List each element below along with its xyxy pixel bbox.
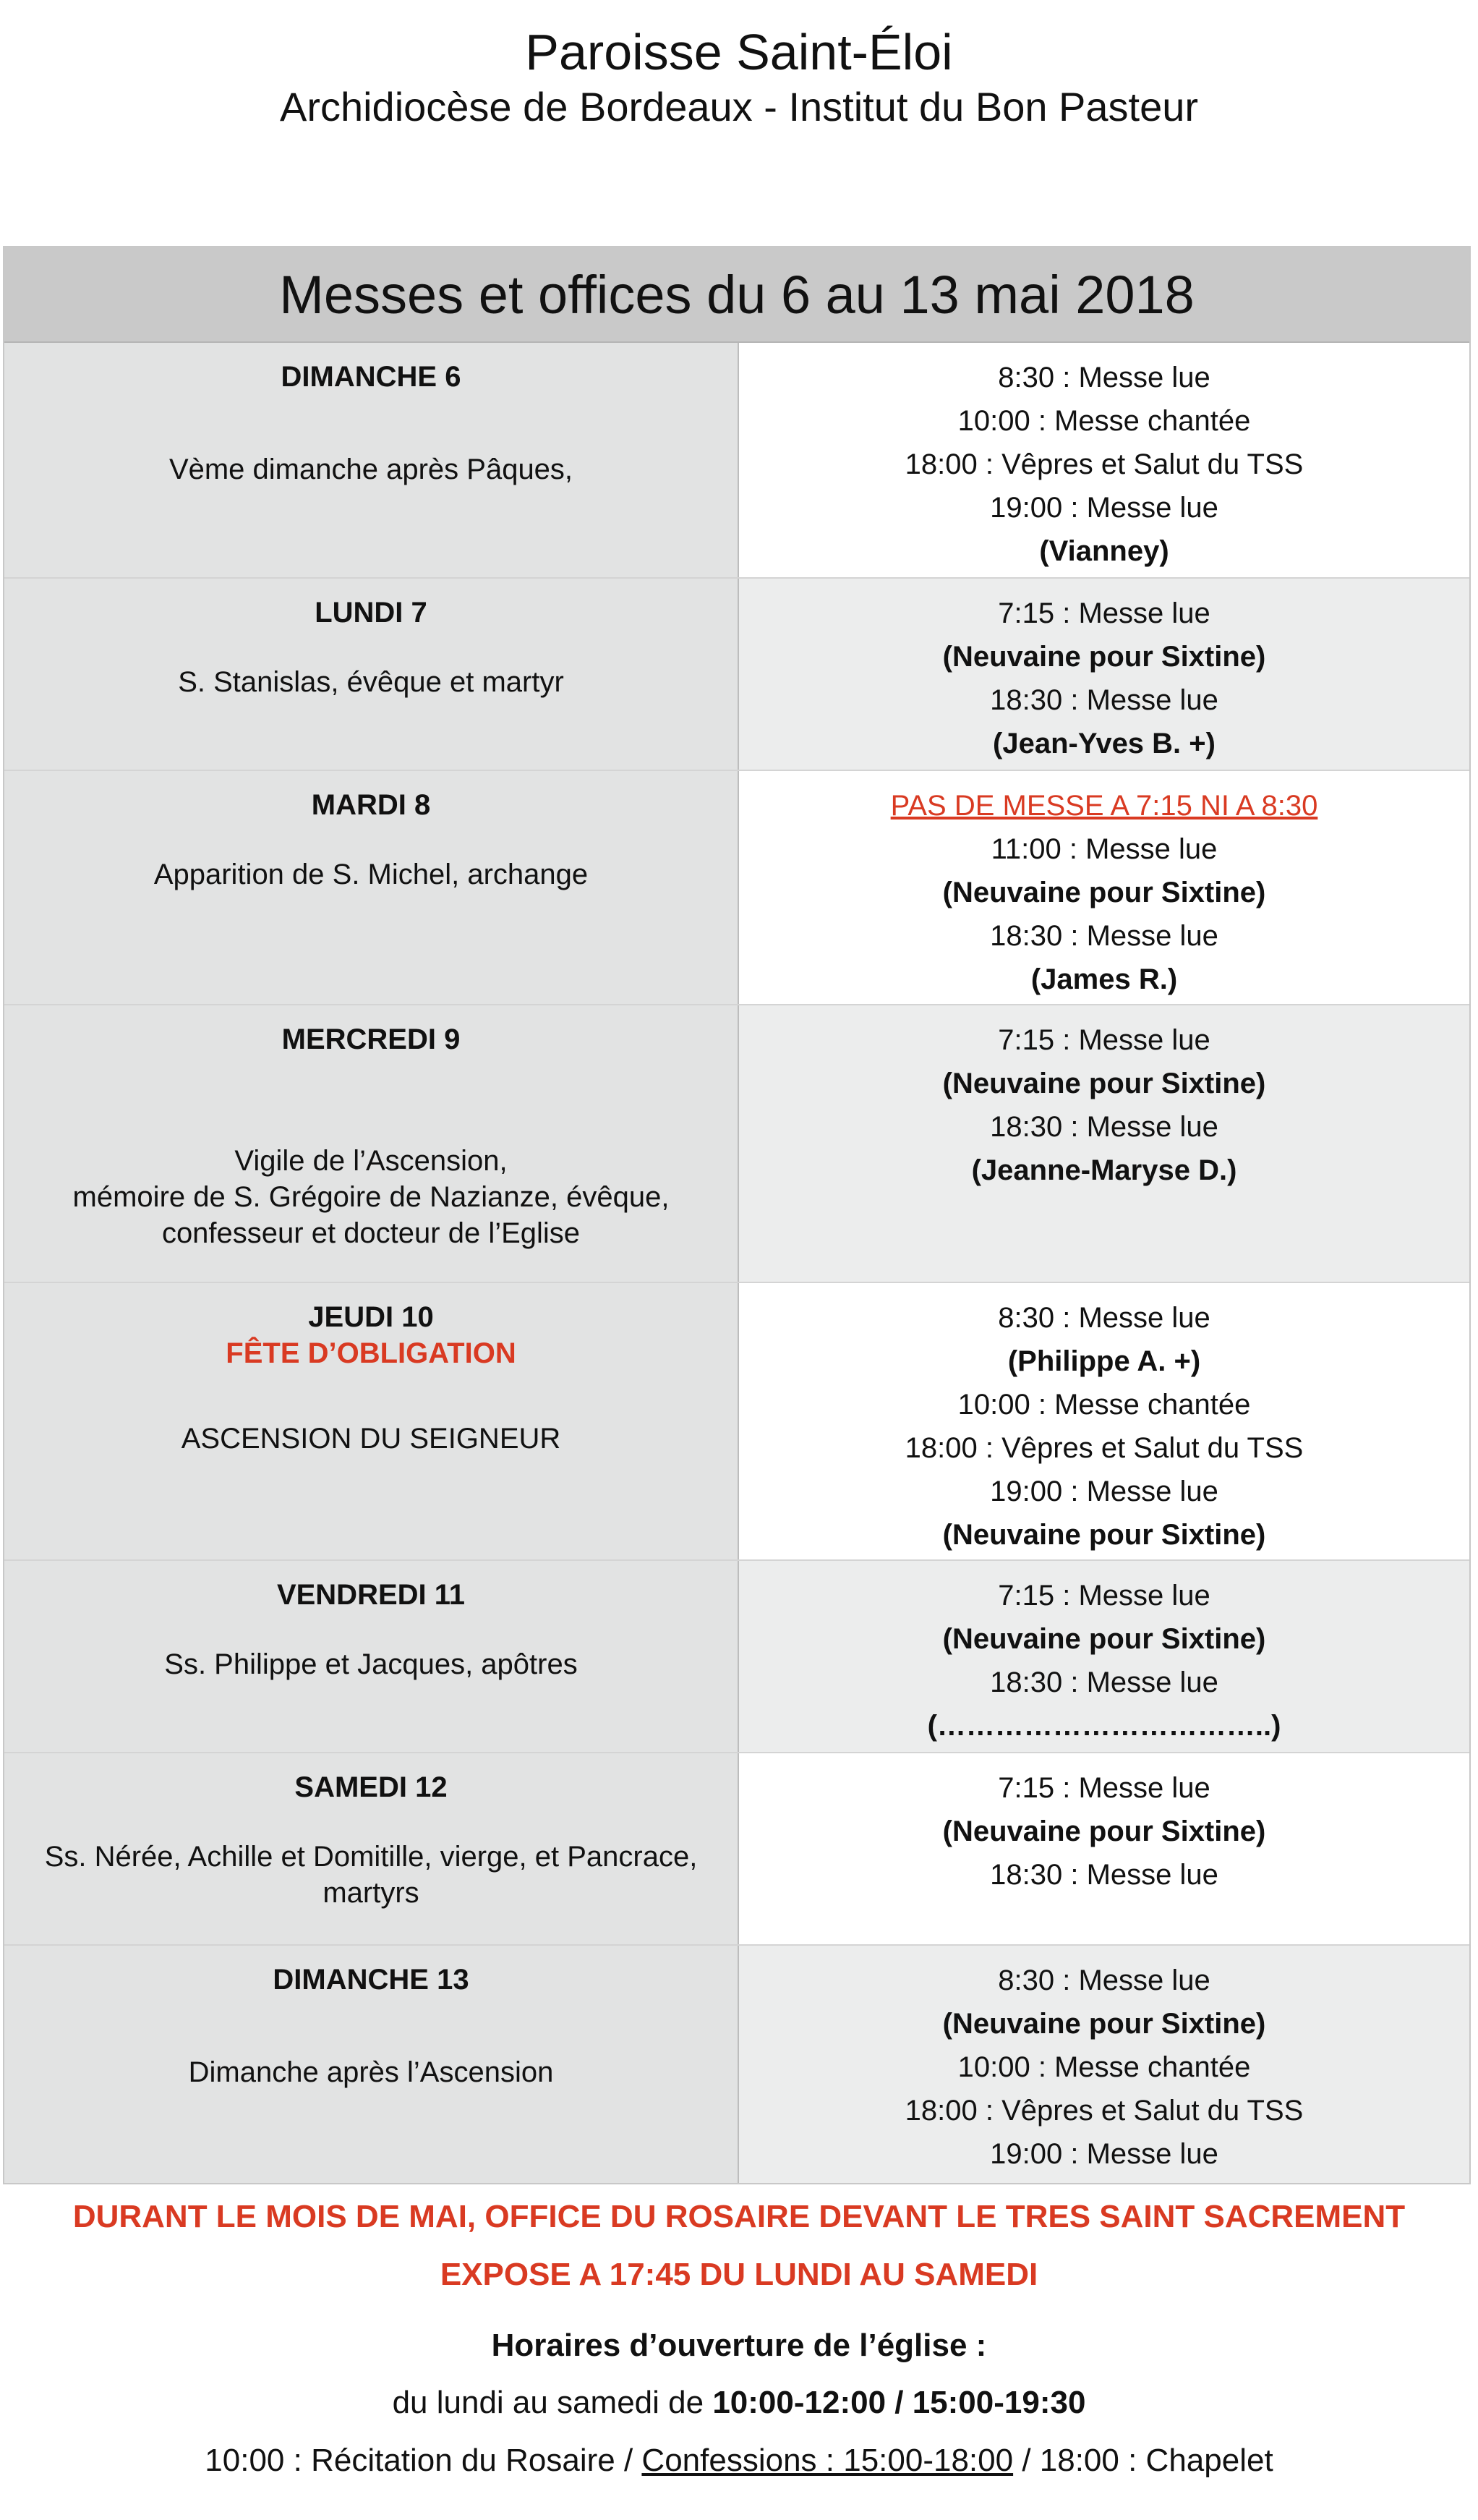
rosary-notice-line-1: DURANT LE MOIS DE MAI, OFFICE DU ROSAIRE DEVANT LE TRES SAINT SACREMENT xyxy=(72,2199,1406,2234)
schedule-row xyxy=(4,343,1469,577)
page-title: Paroisse Saint-Éloi xyxy=(525,24,953,80)
mass-time-line: (Jean-Yves B. +) xyxy=(993,728,1216,759)
mass-time-line: 8:30 : Messe lue xyxy=(998,1965,1210,1996)
mass-times-cell xyxy=(739,579,1469,770)
daily-offices xyxy=(0,2443,1478,2479)
schedule-row xyxy=(4,1282,1469,1559)
schedule-table xyxy=(3,246,1471,2184)
feast-line: Vème dimanche après Pâques, xyxy=(168,454,573,485)
mass-time-line: (Vianney) xyxy=(1039,535,1169,567)
opening-hours-days-prefix: du lundi au samedi de xyxy=(392,2385,713,2420)
mass-time-line: 8:30 : Messe lue xyxy=(998,1302,1210,1334)
mass-time-line: 10:00 : Messe chantée xyxy=(957,2051,1251,2083)
schedule-row xyxy=(4,1004,1469,1282)
schedule-row xyxy=(4,770,1469,1004)
feast-name xyxy=(4,664,738,700)
mass-time-line: 8:30 : Messe lue xyxy=(998,362,1210,393)
feast-name xyxy=(4,451,738,488)
feast-name xyxy=(4,1421,738,1457)
schedule-row xyxy=(4,1752,1469,1944)
feast-name xyxy=(4,856,738,893)
schedule-heading xyxy=(4,247,1469,343)
rosary-notice-line-2: EXPOSE A 17:45 DU LUNDI AU SAMEDI xyxy=(440,2257,1038,2292)
mass-time-line: 18:30 : Messe lue xyxy=(990,1859,1218,1891)
day-cell xyxy=(4,1946,739,2183)
day-name: DIMANCHE 6 xyxy=(281,361,461,393)
mass-times-cell xyxy=(739,771,1469,1004)
mass-time-line: (Neuvaine pour Sixtine) xyxy=(942,877,1266,908)
mass-times-cell xyxy=(739,343,1469,577)
page-subtitle: Archidiocèse de Bordeaux - Institut du Bon Pasteur xyxy=(279,84,1199,129)
mass-times-cell xyxy=(739,1283,1469,1559)
feast-line: Ss. Philippe et Jacques, apôtres xyxy=(164,1648,578,1680)
mass-time-line: 18:00 : Vêpres et Salut du TSS xyxy=(905,448,1304,480)
feast-line: Apparition de S. Michel, archange xyxy=(153,859,589,890)
day-note: FÊTE D’OBLIGATION xyxy=(226,1337,516,1369)
feast-name xyxy=(4,2054,738,2090)
day-cell xyxy=(4,343,739,577)
mass-time-line: 18:00 : Vêpres et Salut du TSS xyxy=(905,2095,1304,2127)
day-cell xyxy=(4,1561,739,1752)
mass-time-line: (James R.) xyxy=(1030,963,1178,995)
mass-time-line: 19:00 : Messe lue xyxy=(990,1476,1218,1507)
schedule-row xyxy=(4,1559,1469,1752)
mass-time-line: (Neuvaine pour Sixtine) xyxy=(942,2008,1266,2040)
mass-time-line: 7:15 : Messe lue xyxy=(998,1580,1210,1612)
day-cell xyxy=(4,579,739,770)
day-cell xyxy=(4,1283,739,1559)
mass-time-line: 10:00 : Messe chantée xyxy=(957,405,1251,437)
day-name: SAMEDI 12 xyxy=(294,1771,448,1803)
mass-times-cell xyxy=(739,1753,1469,1944)
mass-time-line: 18:30 : Messe lue xyxy=(990,1111,1218,1143)
header xyxy=(0,22,1478,132)
mass-time-line: 19:00 : Messe lue xyxy=(990,2138,1218,2170)
mass-time-line: (Neuvaine pour Sixtine) xyxy=(942,1068,1266,1099)
mass-time-line: 18:30 : Messe lue xyxy=(990,684,1218,716)
feast-name xyxy=(4,1143,738,1251)
mass-time-line: (Neuvaine pour Sixtine) xyxy=(942,1815,1266,1847)
feast-line: ASCENSION DU SEIGNEUR xyxy=(181,1423,561,1455)
day-cell xyxy=(4,1005,739,1282)
feast-name xyxy=(4,1839,738,1911)
mass-time-line: 18:30 : Messe lue xyxy=(990,920,1218,952)
mass-times-cell xyxy=(739,1561,1469,1752)
opening-hours-title: Horaires d’ouverture de l’église : xyxy=(491,2328,987,2363)
schedule-row xyxy=(4,1944,1469,2183)
feast-line: Dimanche après l’Ascension xyxy=(188,2056,554,2088)
day-name: JEUDI 10 xyxy=(308,1301,434,1333)
feast-line: martyrs xyxy=(322,1877,419,1909)
mass-time-line: (Neuvaine pour Sixtine) xyxy=(942,1623,1266,1655)
mass-time-line: 7:15 : Messe lue xyxy=(998,1024,1210,1056)
mass-time-line: 19:00 : Messe lue xyxy=(990,492,1218,524)
mass-time-line: (Jeanne-Maryse D.) xyxy=(971,1154,1237,1186)
day-name: VENDREDI 11 xyxy=(276,1579,466,1611)
mass-times-cell xyxy=(739,1005,1469,1282)
mass-times-cell xyxy=(739,1946,1469,2183)
opening-hours-days xyxy=(0,2385,1478,2421)
chapelet-time: / 18:00 : Chapelet xyxy=(1013,2443,1273,2478)
mass-time-line: 7:15 : Messe lue xyxy=(998,1772,1210,1804)
mass-time-line: (Philippe A. +) xyxy=(1007,1345,1201,1377)
confessions-time: Confessions : 15:00-18:00 xyxy=(641,2443,1014,2478)
feast-line: confesseur et docteur de l’Eglise xyxy=(161,1217,581,1249)
day-name: LUNDI 7 xyxy=(315,597,427,629)
schedule-heading-text: Messes et offices du 6 au 13 mai 2018 xyxy=(279,264,1195,325)
feast-line: Ss. Nérée, Achille et Domitille, vierge, et Pancrace, xyxy=(44,1841,698,1873)
rosary-time: 10:00 : Récitation du Rosaire / xyxy=(205,2443,642,2478)
day-name: DIMANCHE 13 xyxy=(273,1964,469,1996)
schedule-row xyxy=(4,577,1469,770)
opening-hours-days-hours: 10:00-12:00 / 15:00-19:30 xyxy=(712,2385,1086,2420)
mass-time-line: (Neuvaine pour Sixtine) xyxy=(942,641,1266,673)
schedule-rows xyxy=(4,343,1469,2183)
mass-time-line: 18:30 : Messe lue xyxy=(990,1666,1218,1698)
rosary-notice xyxy=(0,2188,1478,2304)
feast-line: Vigile de l’Ascension, xyxy=(234,1145,508,1177)
mass-time-line: (……………………………..) xyxy=(927,1710,1281,1742)
mass-time-line: PAS DE MESSE A 7:15 NI A 8:30 xyxy=(890,790,1318,822)
day-name: MERCREDI 9 xyxy=(281,1023,461,1055)
day-cell xyxy=(4,771,739,1004)
mass-time-line: (Neuvaine pour Sixtine) xyxy=(942,1519,1266,1551)
feast-line: mémoire de S. Grégoire de Nazianze, évêque, xyxy=(72,1181,670,1213)
mass-time-line: 10:00 : Messe chantée xyxy=(957,1389,1251,1421)
feast-name xyxy=(4,1646,738,1682)
day-name: MARDI 8 xyxy=(311,789,431,821)
mass-time-line: 18:00 : Vêpres et Salut du TSS xyxy=(905,1432,1304,1464)
mass-time-line: 7:15 : Messe lue xyxy=(998,597,1210,629)
day-cell xyxy=(4,1753,739,1944)
mass-time-line: 11:00 : Messe lue xyxy=(991,833,1218,865)
feast-line: S. Stanislas, évêque et martyr xyxy=(178,666,564,698)
